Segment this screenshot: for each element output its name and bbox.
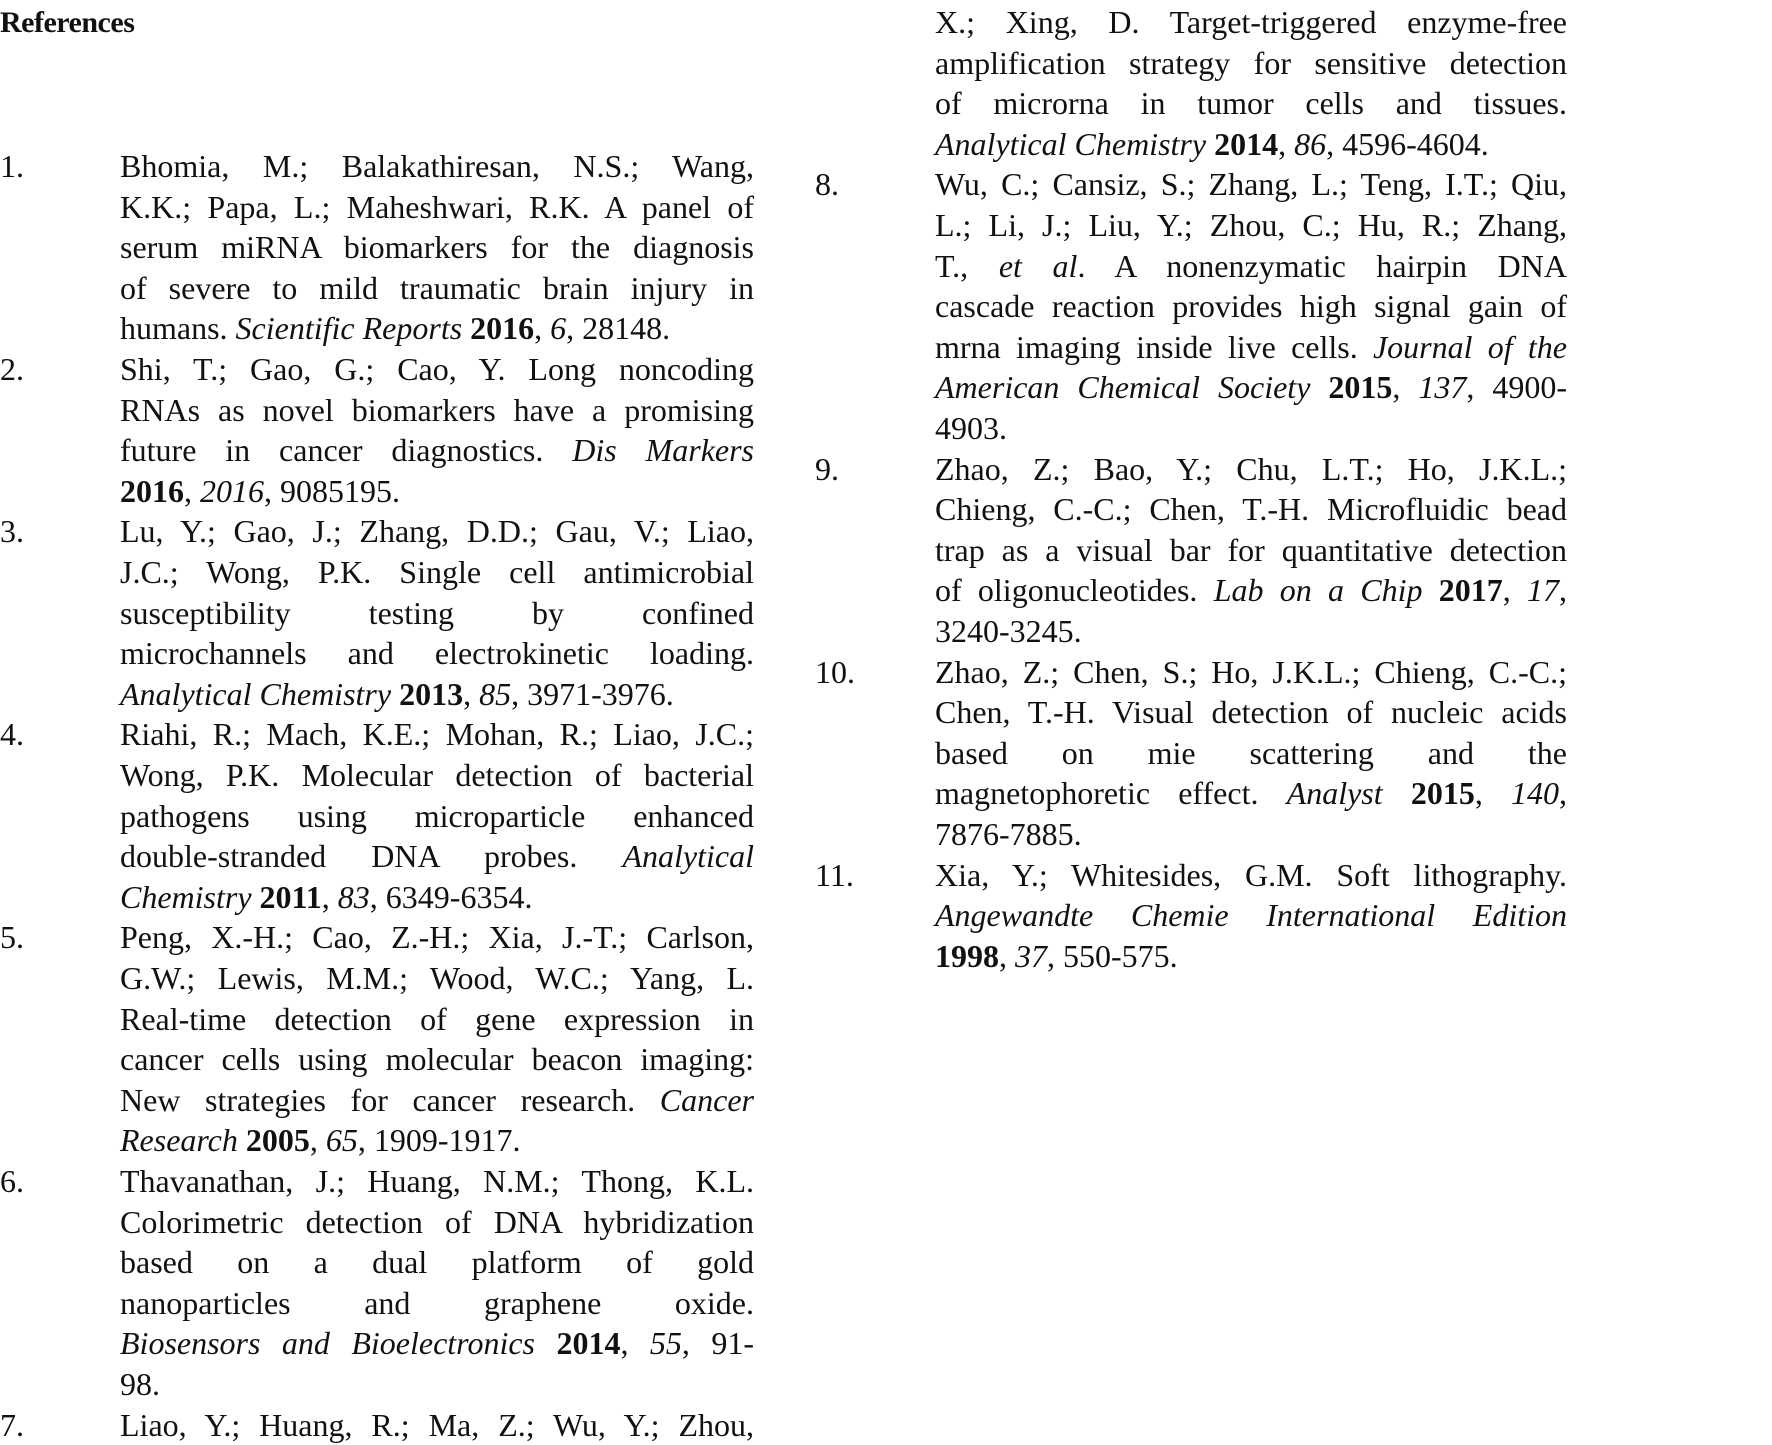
italic-text: Biosensors and Bioelectronics	[120, 1325, 535, 1362]
reference-number: 10.	[815, 653, 855, 690]
text-run	[391, 676, 399, 712]
text-run: based on a dual platform of gold	[120, 1244, 754, 1281]
text-run	[1423, 572, 1439, 608]
text-run: Peng, X.-H.; Cao, Z.-H.; Xia, J.-T.; Carlson,	[120, 919, 754, 956]
reference-line	[120, 1242, 754, 1282]
italic-text: 2016	[200, 472, 264, 509]
reference-line	[120, 187, 754, 227]
text-run: Xia, Y.; Whitesides, G.M. Soft lithography.	[935, 856, 1567, 893]
reference-number: 6.	[0, 1163, 24, 1199]
reference-line	[120, 1202, 754, 1242]
text-run: Real-time detection of gene expression in	[120, 1000, 754, 1037]
italic-text: et al	[998, 247, 1078, 284]
reference-number: 4.	[0, 716, 24, 753]
bold-text: 1998	[935, 937, 999, 974]
text-run: J.C.; Wong, P.K. Single cell antimicrobial	[120, 554, 754, 590]
italic-text: Lab on a Chip	[1213, 572, 1423, 609]
reference-line	[120, 1039, 754, 1079]
reference-line	[935, 733, 1567, 773]
text-run: Colorimetric detection of DNA hybridization	[120, 1203, 754, 1240]
text-run	[462, 310, 470, 346]
reference-line	[120, 1405, 754, 1445]
text-run: , 28148.	[566, 310, 671, 347]
text-run: of severe to mild traumatic brain injury in	[120, 269, 754, 306]
italic-text: Chemistry	[120, 878, 252, 915]
text-run: trap as a visual bar for quantitative detection	[935, 531, 1567, 568]
reference-line	[935, 611, 1567, 651]
text-run: K.K.; Papa, L.; Maheshwari, R.K. A panel of	[120, 188, 754, 225]
reference-line	[935, 83, 1567, 123]
italic-text: Analytical	[622, 838, 754, 875]
text-run	[252, 879, 260, 915]
reference-line	[935, 530, 1567, 570]
text-run	[1383, 775, 1411, 811]
italic-text: Angewandte Chemie International Edition	[935, 897, 1567, 934]
reference-line	[120, 511, 754, 551]
reference-line	[120, 390, 754, 430]
reference-number: 7.	[0, 1406, 24, 1443]
italic-text: 17	[1527, 572, 1560, 609]
reference-line	[120, 714, 754, 754]
reference-line	[120, 1080, 754, 1120]
reference-line	[935, 408, 1567, 448]
reference-line	[120, 1323, 754, 1363]
reference-line	[120, 958, 754, 998]
reference-line	[935, 327, 1567, 367]
italic-text: Analytical Chemistry	[120, 675, 392, 712]
text-run: Chen, T.-H. Visual detection of nucleic acids	[935, 694, 1567, 731]
reference-line	[120, 836, 754, 876]
reference-line	[120, 796, 754, 836]
text-run: Riahi, R.; Mach, K.E.; Mohan, R.; Liao, J.C.;	[120, 716, 754, 753]
text-run: based on mie scattering and the	[935, 734, 1567, 771]
text-run	[1206, 126, 1214, 162]
text-run: New strategies for cancer research.	[120, 1081, 660, 1118]
reference-line	[120, 1120, 754, 1160]
text-run: Bhomia, M.; Balakathiresan, N.S.; Wang,	[120, 148, 754, 184]
reference-line	[120, 593, 754, 633]
reference-line	[120, 1161, 754, 1201]
reference-line	[120, 633, 754, 673]
reference-line	[935, 814, 1567, 854]
text-run: serum miRNA biomarkers for the diagnosis	[120, 229, 754, 266]
text-run	[1310, 369, 1328, 405]
text-run: cascade reaction provides high signal gain of	[935, 288, 1567, 325]
reference-number: 8.	[815, 166, 839, 203]
italic-text: 55	[649, 1325, 682, 1362]
bold-text: 2005	[245, 1122, 310, 1159]
text-run: Liao, Y.; Huang, R.; Ma, Z.; Wu, Y.; Zhou,	[120, 1406, 754, 1443]
text-run: , 3971-3976.	[511, 675, 674, 712]
text-run: susceptibility testing by confined	[120, 594, 754, 631]
text-run: 7876-7885.	[935, 816, 1082, 852]
bold-text: 2017	[1438, 572, 1503, 609]
bold-text: 2016	[470, 310, 535, 347]
text-run: Zhao, Z.; Chen, S.; Ho, J.K.L.; Chieng, C.-C.;	[935, 653, 1567, 690]
italic-text: 85	[479, 675, 512, 712]
reference-line	[935, 367, 1567, 407]
italic-text: Dis Markers	[572, 432, 754, 469]
italic-text: 37	[1015, 937, 1047, 974]
text-run: microchannels and electrokinetic loading.	[120, 635, 754, 672]
text-run: , 4596-4604.	[1326, 125, 1489, 162]
italic-text: Analyst	[1286, 775, 1383, 812]
italic-text: Scientific Reports	[235, 310, 463, 347]
text-run: ,	[1278, 125, 1295, 162]
italic-text: 86	[1294, 125, 1327, 162]
reference-line	[935, 246, 1567, 286]
reference-line	[935, 489, 1567, 529]
reference-line	[120, 877, 754, 917]
references-heading: References	[0, 6, 135, 39]
reference-line	[120, 227, 754, 267]
reference-line	[935, 692, 1567, 732]
reference-line	[935, 449, 1567, 489]
bold-text: 2015	[1410, 775, 1475, 812]
text-run: Zhao, Z.; Bao, Y.; Chu, L.T.; Ho, J.K.L.;	[935, 450, 1567, 487]
reference-line	[935, 652, 1567, 692]
text-run: . A nonenzymatic hairpin DNA	[1077, 247, 1568, 284]
italic-text: Research	[120, 1122, 238, 1159]
text-run: , 91-	[681, 1325, 755, 1362]
text-run: nanoparticles and graphene oxide.	[120, 1284, 754, 1321]
italic-text: 6	[550, 310, 567, 347]
bold-text: 2016	[120, 472, 184, 509]
reference-line	[120, 308, 754, 348]
text-run: ,	[321, 878, 338, 915]
italic-text: Journal of the	[1372, 328, 1568, 365]
text-run: ,	[620, 1325, 650, 1362]
reference-number: 11.	[815, 856, 854, 893]
reference-line	[120, 349, 754, 389]
bold-text: 2011	[259, 878, 322, 915]
italic-text: 137	[1418, 369, 1467, 406]
text-run: , 4900-	[1466, 369, 1568, 406]
reference-line	[120, 471, 754, 511]
text-run: RNAs as novel biomarkers have a promising	[120, 391, 754, 428]
text-run: ,	[1474, 775, 1511, 812]
text-run: amplification strategy for sensitive detection	[935, 44, 1567, 81]
reference-line	[935, 205, 1567, 245]
text-run: Wong, P.K. Molecular detection of bacterial	[120, 757, 754, 793]
italic-text: 140	[1511, 775, 1559, 812]
reference-number: 1.	[0, 148, 24, 184]
text-run: , 550-575.	[1047, 937, 1178, 974]
text-run: 3240-3245.	[935, 613, 1082, 649]
text-run: 4903.	[935, 410, 1007, 446]
text-run: ,	[534, 310, 551, 347]
italic-text: American Chemical Society	[935, 369, 1311, 406]
reference-line	[935, 286, 1567, 326]
text-run: humans.	[120, 310, 236, 347]
text-run: L.; Li, J.; Liu, Y.; Zhou, C.; Hu, R.; Zhang,	[935, 207, 1567, 243]
reference-line	[120, 674, 754, 714]
text-run: magnetophoretic effect.	[935, 775, 1287, 812]
reference-line	[120, 552, 754, 592]
text-run: Wu, C.; Cansiz, S.; Zhang, L.; Teng, I.T.; Qiu,	[935, 166, 1567, 203]
text-run: future in cancer diagnostics.	[120, 432, 573, 469]
text-run: pathogens using microparticle enhanced	[120, 797, 754, 834]
reference-line	[120, 146, 754, 186]
text-run: , 6349-6354.	[369, 878, 533, 915]
text-run: ,	[463, 675, 480, 712]
text-run: ,	[1392, 369, 1419, 406]
reference-line	[120, 999, 754, 1039]
text-run: Shi, T.; Gao, G.; Cao, Y. Long noncoding	[120, 351, 754, 387]
text-run: X.; Xing, D. Target-triggered enzyme-free	[935, 4, 1567, 40]
text-run: of oligonucleotides.	[935, 572, 1214, 609]
text-run: ,	[1559, 572, 1568, 609]
reference-line	[120, 1364, 754, 1404]
text-run: cancer cells using molecular beacon imaging:	[120, 1041, 754, 1078]
text-run: double-stranded DNA probes.	[120, 838, 623, 875]
reference-line	[935, 895, 1567, 935]
reference-line	[935, 855, 1567, 895]
reference-line	[935, 773, 1567, 813]
reference-line	[120, 755, 754, 795]
text-run: of microrna in tumor cells and tissues.	[935, 85, 1567, 122]
reference-line	[935, 570, 1567, 610]
text-run: 98.	[120, 1366, 160, 1402]
text-run: T.,	[935, 247, 999, 284]
reference-line	[935, 936, 1567, 976]
text-run: ,	[1502, 572, 1528, 609]
text-run: Lu, Y.; Gao, J.; Zhang, D.D.; Gau, V.; Liao,	[120, 513, 754, 550]
text-run: , 9085195.	[264, 472, 400, 509]
italic-text: 65	[325, 1122, 358, 1159]
italic-text: Cancer	[659, 1081, 754, 1118]
text-run: , 1909-1917.	[357, 1122, 521, 1159]
text-run: Thavanathan, J.; Huang, N.M.; Thong, K.L.	[120, 1163, 754, 1199]
reference-number: 5.	[0, 919, 24, 956]
text-run	[535, 1325, 556, 1361]
text-run: G.W.; Lewis, M.M.; Wood, W.C.; Yang, L.	[120, 960, 754, 996]
reference-line	[120, 430, 754, 470]
reference-number: 3.	[0, 513, 24, 550]
reference-line	[935, 164, 1567, 204]
text-run: ,	[1559, 775, 1567, 812]
reference-line	[935, 43, 1567, 83]
text-run	[238, 1122, 246, 1158]
italic-text: Analytical Chemistry	[935, 125, 1207, 162]
bold-text: 2015	[1328, 369, 1393, 406]
bold-text: 2013	[399, 675, 464, 712]
text-run: mrna imaging inside live cells.	[935, 328, 1373, 365]
text-run: ,	[184, 472, 200, 509]
text-run: ,	[999, 937, 1015, 974]
bold-text: 2014	[1214, 125, 1279, 162]
reference-line	[120, 917, 754, 957]
reference-line	[935, 124, 1567, 164]
reference-line	[120, 268, 754, 308]
italic-text: 83	[337, 878, 370, 915]
reference-number: 9.	[815, 450, 839, 487]
bold-text: 2014	[556, 1325, 621, 1362]
text-run: ,	[309, 1122, 326, 1159]
reference-number: 2.	[0, 351, 24, 387]
text-run: Chieng, C.-C.; Chen, T.-H. Microfluidic bead	[935, 491, 1567, 528]
reference-line	[120, 1283, 754, 1323]
reference-line	[935, 2, 1567, 42]
